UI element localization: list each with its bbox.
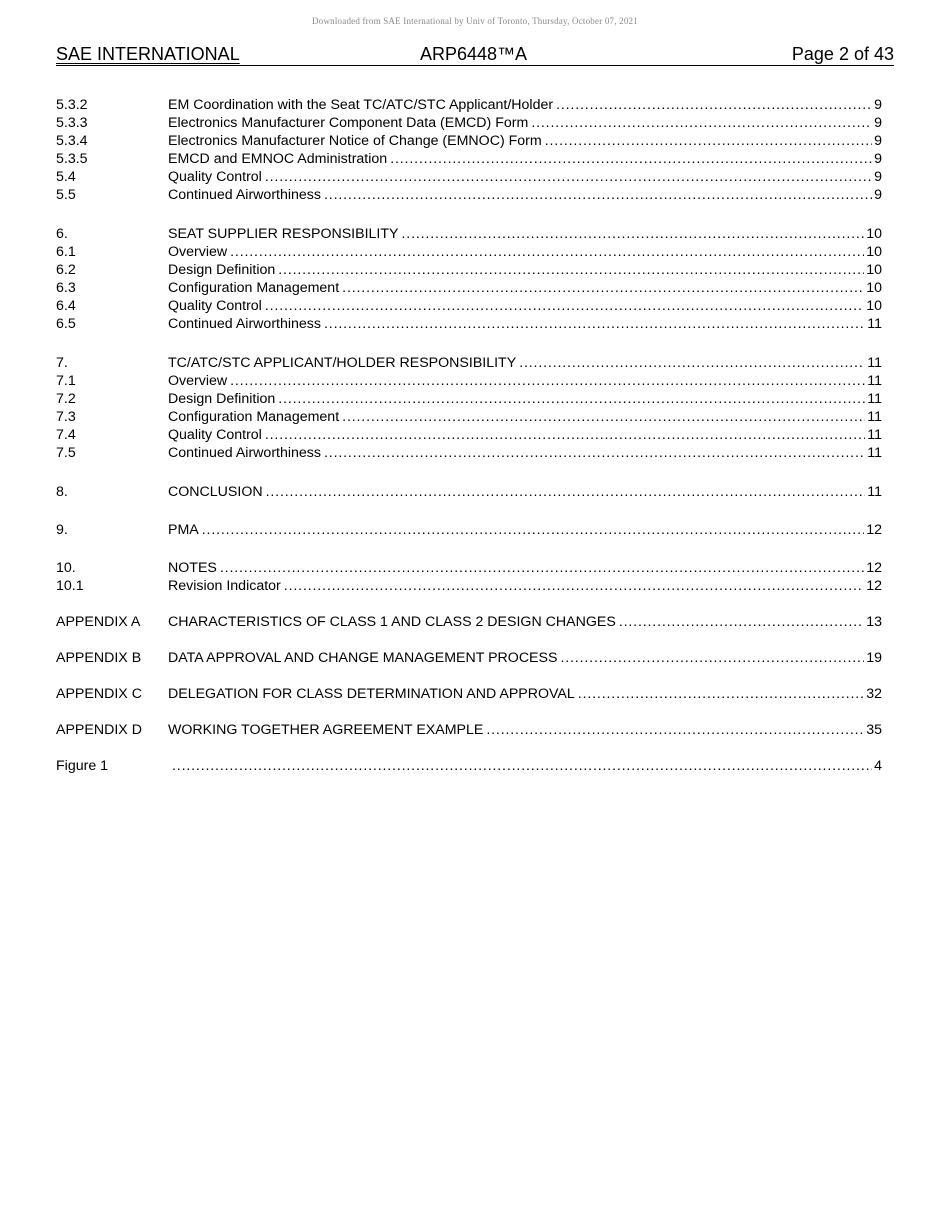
toc-entry[interactable] — [56, 297, 882, 315]
toc-dot-leader — [265, 168, 872, 186]
toc-entry-page: 11 — [867, 373, 882, 389]
toc-entry[interactable] — [56, 390, 882, 408]
toc-entry-title: SEAT SUPPLIER RESPONSIBILITY — [168, 226, 399, 242]
toc-entry-number: 7.2 — [56, 391, 76, 407]
toc-entry-title: Electronics Manufacturer Component Data (EMCD) Form — [168, 115, 529, 131]
toc-entry-number: 5.4 — [56, 169, 76, 185]
toc-entry[interactable] — [56, 150, 882, 168]
header-organization: SAE INTERNATIONAL — [56, 44, 240, 64]
toc-dot-leader — [486, 721, 864, 739]
page-header — [56, 43, 894, 66]
toc-entry[interactable] — [56, 96, 882, 114]
toc-entry-number: 9. — [56, 522, 68, 538]
toc-dot-leader — [342, 408, 865, 426]
toc-entry-page: 11 — [867, 355, 882, 371]
toc-appendix-b[interactable] — [56, 649, 882, 667]
toc-entry-number: 6.2 — [56, 262, 76, 278]
toc-entry-number: 7.1 — [56, 373, 76, 389]
toc-entry-number: APPENDIX D — [56, 722, 142, 738]
toc-entry-number: 7.5 — [56, 445, 76, 461]
toc-entry[interactable] — [56, 521, 882, 539]
toc-entry[interactable] — [56, 225, 882, 243]
toc-entry-number: 8. — [56, 484, 68, 500]
toc-dot-leader — [619, 613, 864, 631]
toc-entry[interactable] — [56, 372, 882, 390]
toc-entry-number: 7. — [56, 355, 68, 371]
toc-dot-leader — [278, 390, 865, 408]
toc-entry-title: Overview — [168, 373, 228, 389]
toc-entry-title: WORKING TOGETHER AGREEMENT EXAMPLE — [168, 722, 484, 738]
toc-entry[interactable] — [56, 559, 882, 577]
toc-dot-leader — [390, 150, 872, 168]
toc-entry-page: 9 — [874, 115, 882, 131]
toc-entry-number: APPENDIX B — [56, 650, 142, 666]
toc-entry-page: 32 — [866, 686, 882, 702]
toc-entry-page: 10 — [866, 280, 882, 296]
toc-entry-number: 5.3.3 — [56, 115, 88, 131]
toc-entry-title: Continued Airworthiness — [168, 445, 321, 461]
toc-entry-title: CHARACTERISTICS OF CLASS 1 AND CLASS 2 DESIGN CHANGES — [168, 614, 616, 630]
toc-entry-title: DATA APPROVAL AND CHANGE MANAGEMENT PROCESS — [168, 650, 558, 666]
toc-dot-leader — [324, 444, 865, 462]
toc-entry-page: 11 — [867, 391, 882, 407]
toc-entry-title: Configuration Management — [168, 409, 340, 425]
toc-dot-leader — [578, 685, 864, 703]
toc-entry-number: 5.3.4 — [56, 133, 88, 149]
toc-entry-title: TC/ATC/STC APPLICANT/HOLDER RESPONSIBILITY — [168, 355, 517, 371]
toc-entry-page: 11 — [867, 484, 882, 500]
toc-entry-number: 5.5 — [56, 187, 76, 203]
toc-appendix-d[interactable] — [56, 721, 882, 739]
toc-entry-page: 13 — [866, 614, 882, 630]
toc-entry-page: 9 — [874, 169, 882, 185]
toc-dot-leader — [324, 315, 865, 333]
toc-entry-page: 12 — [866, 578, 882, 594]
toc-entry-title: EM Coordination with the Seat TC/ATC/STC Applicant/Holder — [168, 97, 554, 113]
toc-entry-title: Quality Control — [168, 427, 262, 443]
toc-entry-number: 6.3 — [56, 280, 76, 296]
toc-entry[interactable] — [56, 315, 882, 333]
toc-entry-number: 5.3.5 — [56, 151, 88, 167]
toc-entry[interactable] — [56, 577, 882, 595]
toc-entry-number: 7.3 — [56, 409, 76, 425]
toc-entry-page: 4 — [874, 758, 882, 774]
toc-dot-leader — [519, 354, 865, 372]
toc-entry[interactable] — [56, 132, 882, 150]
toc-entry-title: Configuration Management — [168, 280, 340, 296]
download-watermark: Downloaded from SAE International by Univ of Toronto, Thursday, October 07, 2021 — [312, 16, 638, 26]
toc-entry-page: 10 — [866, 226, 882, 242]
toc-appendix-a[interactable] — [56, 613, 882, 631]
toc-entry-page: 10 — [866, 244, 882, 260]
toc-entry-title: Design Definition — [168, 262, 276, 278]
toc-entry-page: 9 — [874, 133, 882, 149]
toc-entry-title: Electronics Manufacturer Notice of Change (EMNOC) Form — [168, 133, 542, 149]
toc-dot-leader — [278, 261, 864, 279]
toc-entry-page: 9 — [874, 187, 882, 203]
toc-entry-number: 5.3.2 — [56, 97, 88, 113]
toc-entry[interactable] — [56, 408, 882, 426]
toc-entry-title: Overview — [168, 244, 228, 260]
toc-entry-page: 9 — [874, 151, 882, 167]
toc-dot-leader — [265, 297, 864, 315]
toc-entry-page: 10 — [866, 298, 882, 314]
toc-dot-leader — [324, 186, 872, 204]
toc-entry-number: 10. — [56, 560, 76, 576]
toc-entry-number: 6.4 — [56, 298, 76, 314]
toc-entry[interactable] — [56, 483, 882, 501]
toc-entry[interactable] — [56, 261, 882, 279]
toc-dot-leader — [560, 649, 864, 667]
toc-entry-title: Quality Control — [168, 169, 262, 185]
toc-entry-title: NOTES — [168, 560, 217, 576]
toc-dot-leader — [402, 225, 865, 243]
toc-entry-number: APPENDIX C — [56, 686, 142, 702]
toc-appendix-c[interactable] — [56, 685, 882, 703]
toc-entry[interactable] — [56, 186, 882, 204]
toc-entry-title: Continued Airworthiness — [168, 187, 321, 203]
toc-entry-page: 11 — [867, 316, 882, 332]
toc-figure-1[interactable] — [56, 757, 882, 775]
toc-entry-number: 10.1 — [56, 578, 84, 594]
toc-entry-number: 6.1 — [56, 244, 76, 260]
toc-entry-title: DELEGATION FOR CLASS DETERMINATION AND APPROVAL — [168, 686, 575, 702]
toc-entry-number: 6.5 — [56, 316, 76, 332]
toc-dot-leader — [230, 243, 864, 261]
toc-dot-leader — [265, 426, 865, 444]
toc-entry[interactable] — [56, 426, 882, 444]
toc-entry-page: 35 — [866, 722, 882, 738]
toc-entry[interactable] — [56, 354, 882, 372]
toc-dot-leader — [220, 559, 864, 577]
toc-entry-page: 11 — [867, 445, 882, 461]
header-page-number: Page 2 of 43 — [791, 44, 894, 64]
toc-dot-leader — [266, 483, 866, 501]
toc-entry[interactable] — [56, 114, 882, 132]
toc-entry-title: EMCD and EMNOC Administration — [168, 151, 388, 167]
toc-entry[interactable] — [56, 279, 882, 297]
toc-entry-page: 12 — [866, 560, 882, 576]
toc-entry-page: 11 — [867, 427, 882, 443]
toc-entry-title: CONCLUSION — [168, 484, 263, 500]
toc-entry-page: 9 — [874, 97, 882, 113]
toc-entry-title: Continued Airworthiness — [168, 316, 321, 332]
toc-dot-leader — [202, 521, 864, 539]
toc-entry-number: APPENDIX A — [56, 614, 141, 630]
toc-entry-page: 11 — [867, 409, 882, 425]
toc-entry-number: Figure 1 — [56, 758, 109, 774]
toc-dot-leader — [545, 132, 872, 150]
toc-entry-number: 6. — [56, 226, 68, 242]
toc-entry-page: 19 — [866, 650, 882, 666]
toc-entry-title: Design Definition — [168, 391, 276, 407]
toc-dot-leader — [556, 96, 872, 114]
toc-dot-leader — [531, 114, 872, 132]
toc-dot-leader — [342, 279, 864, 297]
toc-entry[interactable] — [56, 168, 882, 186]
toc-entry-page: 10 — [866, 262, 882, 278]
toc-dot-leader — [172, 757, 872, 775]
toc-dot-leader — [230, 372, 865, 390]
header-document-id: ARP6448™A — [420, 44, 528, 64]
toc-entry[interactable] — [56, 243, 882, 261]
table-of-contents — [56, 96, 882, 775]
toc-entry-title: Quality Control — [168, 298, 262, 314]
toc-entry-title: Revision Indicator — [168, 578, 281, 594]
toc-dot-leader — [284, 577, 864, 595]
toc-entry-page: 12 — [866, 522, 882, 538]
toc-entry-number: 7.4 — [56, 427, 76, 443]
toc-entry[interactable] — [56, 444, 882, 462]
toc-entry-title: PMA — [168, 522, 199, 538]
